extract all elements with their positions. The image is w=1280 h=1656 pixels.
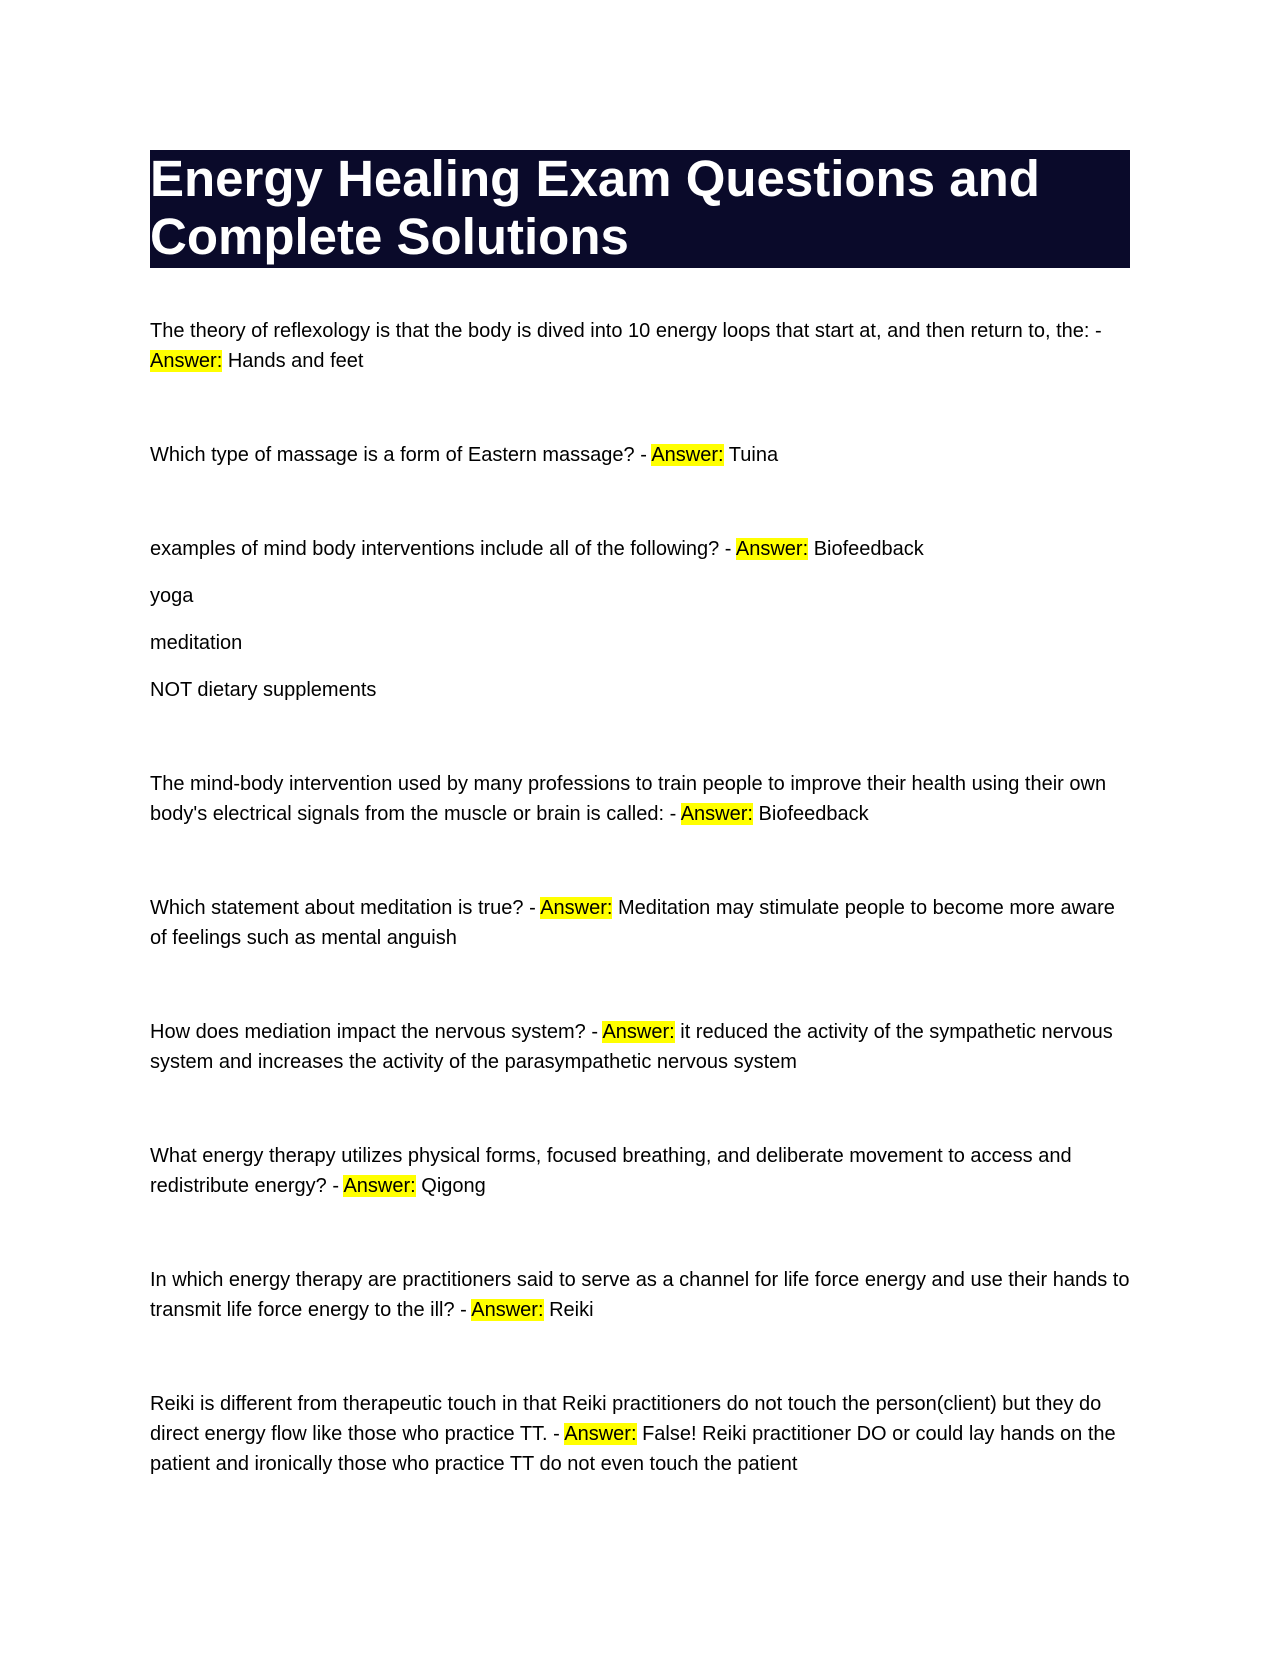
qa-item	[150, 440, 1135, 470]
answer-label-highlight: Answer:	[680, 803, 753, 825]
qa-list	[150, 316, 1130, 1479]
answer-text: it reduced the activity of the sympathetic nervous system and increases the activity of the parasympathetic nervous system	[150, 1021, 1113, 1073]
separator: -	[634, 444, 652, 466]
separator: -	[1089, 320, 1102, 342]
qa-item	[150, 1017, 1135, 1077]
separator: -	[326, 1175, 344, 1197]
document-page	[150, 150, 1130, 1543]
answer-text: Reiki	[549, 1299, 594, 1321]
question-text: Reiki is different from therapeutic touch in that Reiki practitioners do not touch the person(client) but they do direct energy flow like those who practice TT.	[150, 1393, 1102, 1445]
answer-text: Biofeedback	[758, 803, 869, 825]
answer-extra-line: yoga	[150, 585, 194, 607]
question-text: Which statement about meditation is true?	[150, 897, 524, 919]
question-text: Which type of massage is a form of Eastern massage?	[150, 444, 635, 466]
separator: -	[585, 1021, 603, 1043]
qa-item	[150, 769, 1135, 829]
qa-item	[150, 1141, 1135, 1201]
separator: -	[523, 897, 541, 919]
qa-item	[150, 316, 1135, 376]
qa-item	[150, 534, 1135, 705]
answer-label-highlight: Answer:	[651, 444, 724, 466]
question-text: In which energy therapy are practitioners said to serve as a channel for life force energy and use their hands to transmit life force energy to the ill?	[150, 1269, 1130, 1321]
answer-text: Meditation may stimulate people to become more aware of feelings such as mental anguish	[150, 897, 1115, 949]
separator: -	[719, 538, 736, 560]
question-text: The mind-body intervention used by many professions to train people to improve their health using their own body's electrical signals from the muscle or brain is called:	[150, 773, 1107, 825]
question-text: examples of mind body interventions include all of the following?	[150, 538, 720, 560]
answer-text: Tuina	[728, 444, 779, 466]
answer-text: False! Reiki practitioner DO or could lay hands on the patient and ironically those who practice TT do not even touch the patient	[150, 1423, 1116, 1475]
qa-item	[150, 893, 1135, 953]
answer-label-highlight: Answer:	[150, 350, 223, 372]
answer-label-highlight: Answer:	[735, 538, 809, 560]
answer-extra-line: meditation	[150, 632, 243, 654]
question-text: What energy therapy utilizes physical forms, focused breathing, and deliberate movement to access and redistribute energy?	[150, 1145, 1072, 1197]
answer-label-highlight: Answer:	[602, 1021, 675, 1043]
qa-item	[150, 1389, 1135, 1479]
separator: -	[454, 1299, 472, 1321]
answer-text: Hands and feet	[227, 350, 364, 372]
answer-label-highlight: Answer:	[471, 1299, 544, 1321]
separator: -	[664, 803, 681, 825]
answer-text: Qigong	[421, 1175, 486, 1197]
answer-label-highlight: Answer:	[540, 897, 613, 919]
question-text: How does mediation impact the nervous system?	[150, 1021, 586, 1043]
qa-item	[150, 1265, 1135, 1325]
answer-label-highlight: Answer:	[343, 1175, 416, 1197]
document-title: Energy Healing Exam Questions and Complete Solutions	[150, 150, 1130, 268]
separator: -	[547, 1423, 565, 1445]
answer-text: Biofeedback	[813, 538, 924, 560]
answer-label-highlight: Answer:	[564, 1423, 637, 1445]
answer-extra-line: NOT dietary supplements	[150, 679, 377, 701]
question-text: The theory of reflexology is that the body is dived into 10 energy loops that start at, and then return to, the:	[150, 320, 1090, 342]
